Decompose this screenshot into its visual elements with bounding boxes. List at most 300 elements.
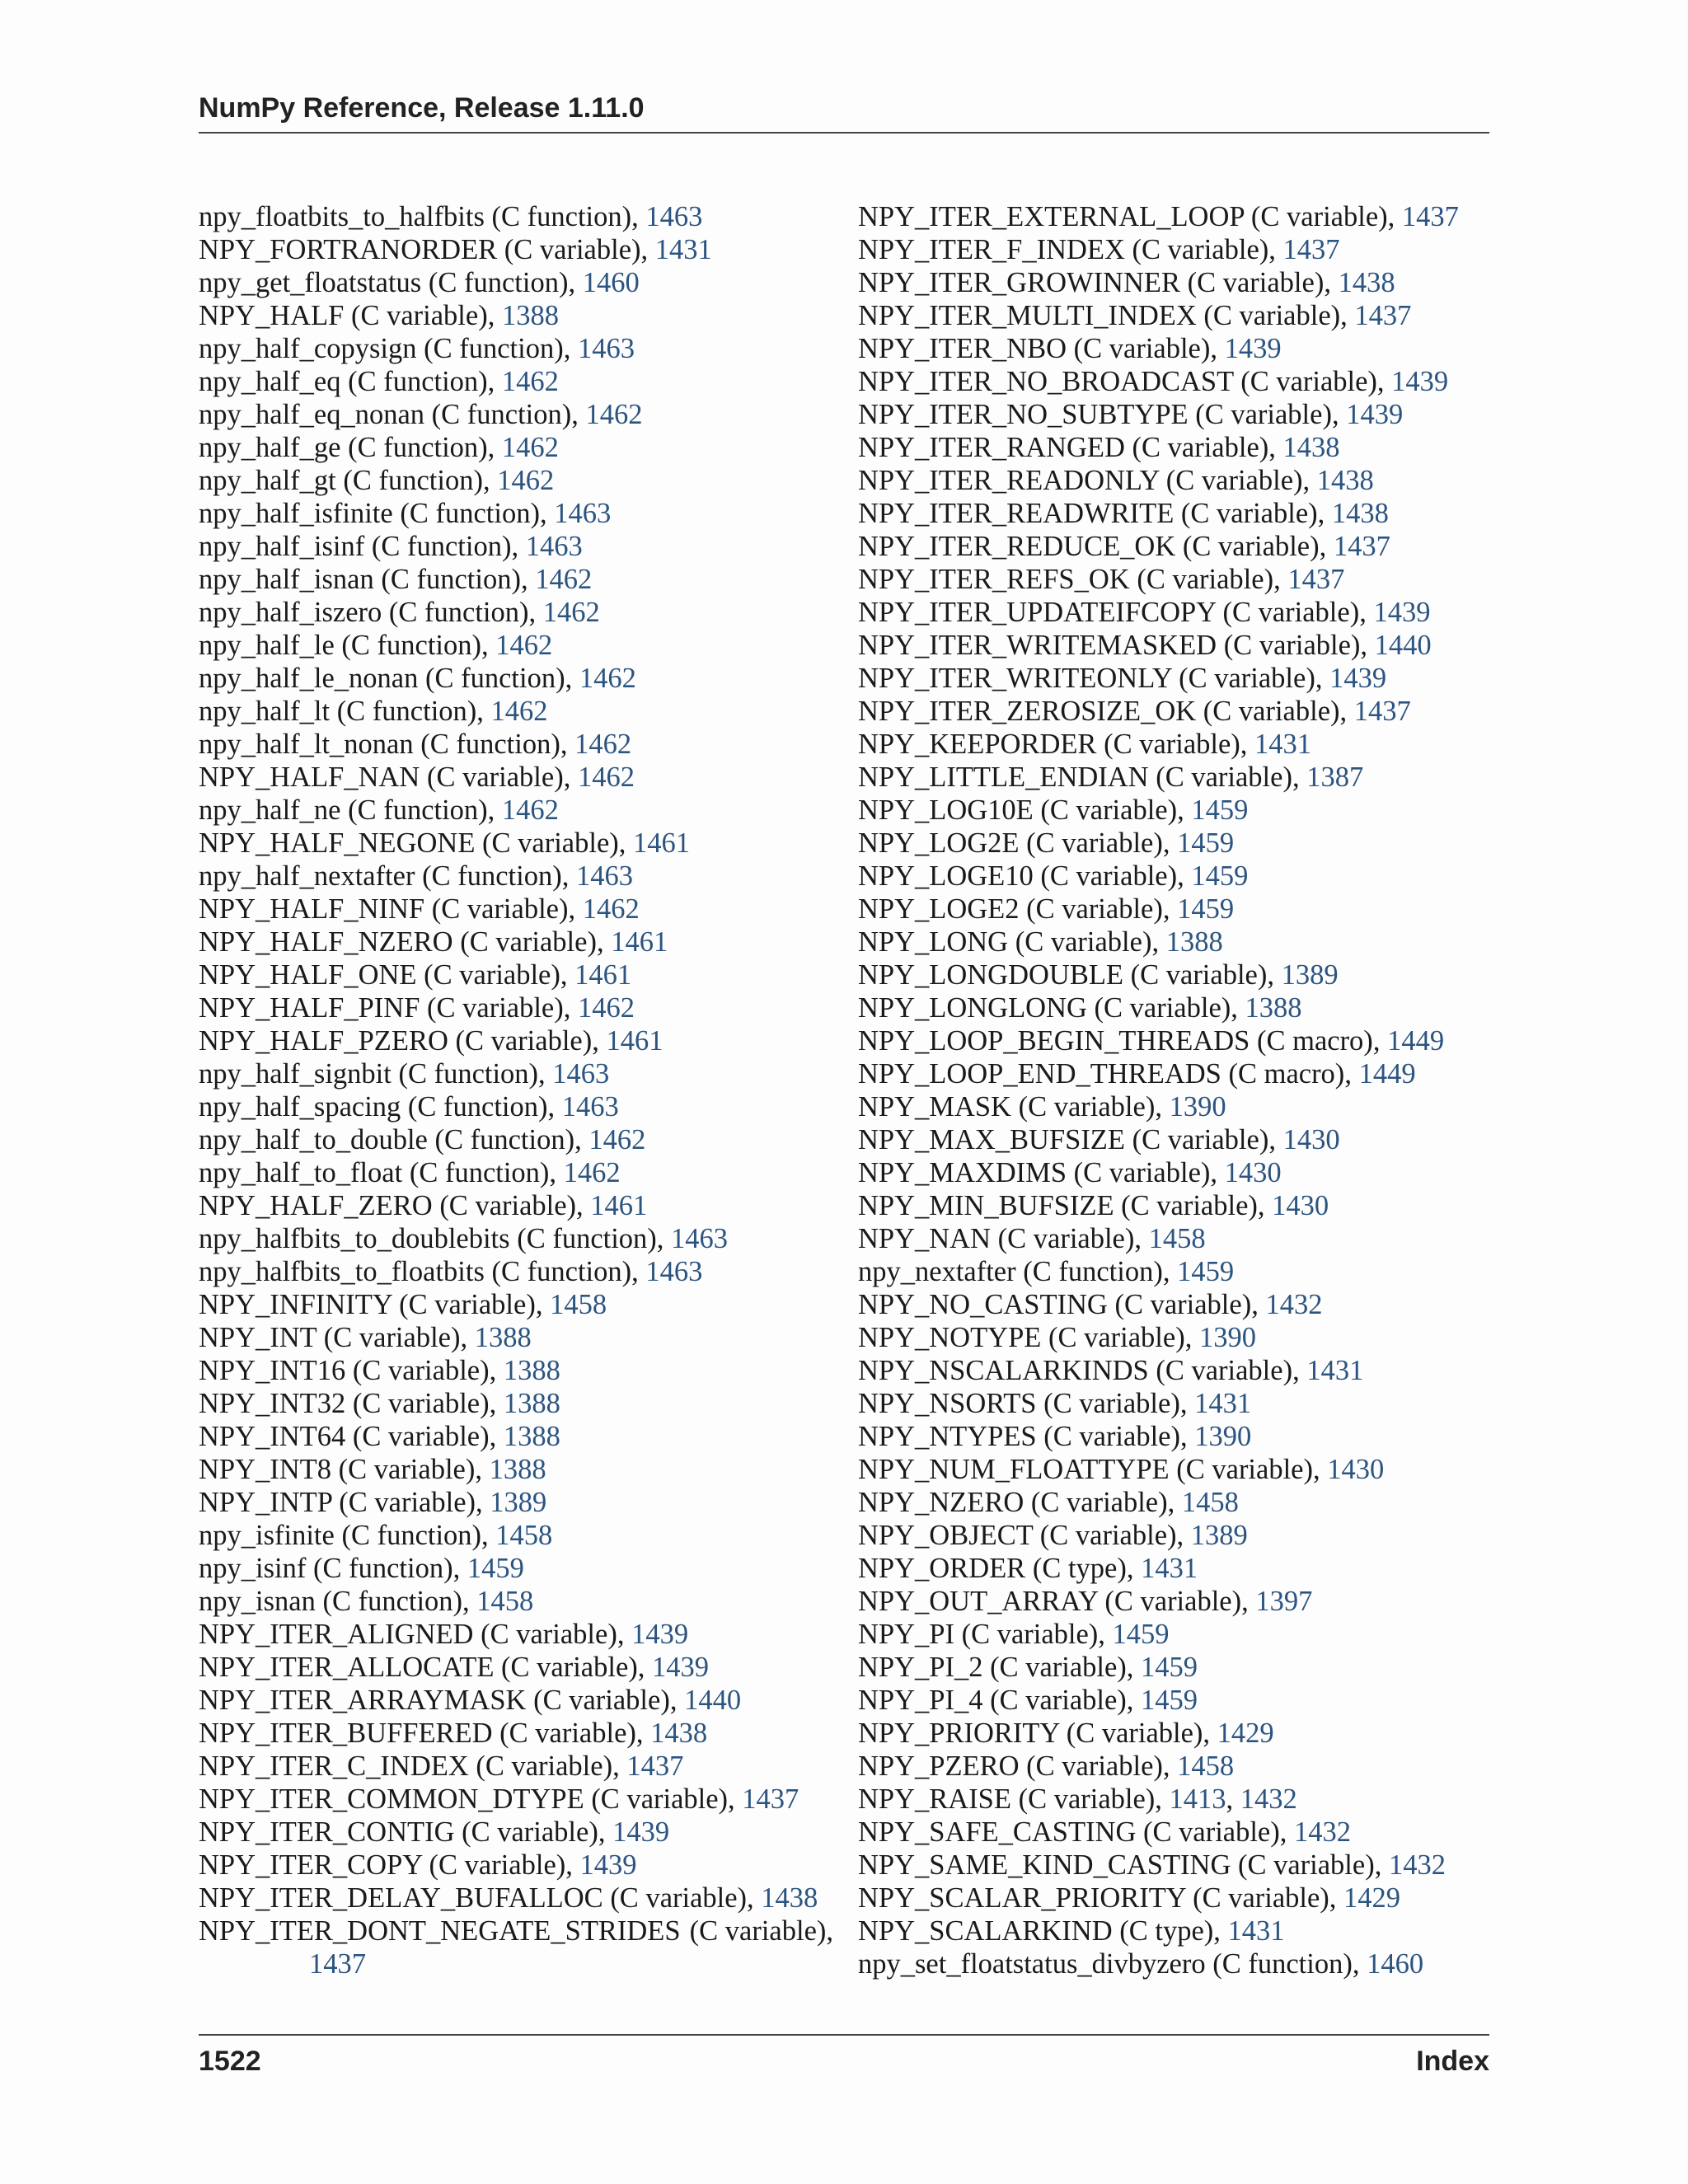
index-kind: (C variable) [1156, 762, 1292, 793]
index-entry: npy_half_isfinite (C function), 1463 [199, 498, 612, 529]
index-kind: (C variable) [476, 1750, 613, 1782]
page-link[interactable]: 1431 [1227, 1915, 1285, 1947]
page-link[interactable]: 1459 [1112, 1619, 1170, 1650]
page-link[interactable]: 1437 [1287, 564, 1345, 595]
page-link[interactable]: 1437 [742, 1783, 799, 1815]
index-entry: NPY_HALF_NAN (C variable), 1462 [199, 762, 635, 793]
page-link[interactable]: 1460 [582, 267, 640, 298]
index-entry: NPY_ITER_REDUCE_OK (C variable), 1437 [858, 531, 1390, 562]
page-link[interactable]: 1388 [489, 1454, 546, 1485]
index-entry: NPY_ITER_ARRAYMASK (C variable), 1440 [199, 1685, 742, 1716]
page-link[interactable]: 1387 [1306, 762, 1364, 793]
page-link[interactable]: 1449 [1387, 1025, 1445, 1057]
page-link[interactable]: 1460 [1367, 1948, 1424, 1980]
index-kind: (C variable) [1165, 465, 1303, 496]
index-entry: NPY_ITER_REFS_OK (C variable), 1437 [858, 564, 1345, 595]
index-entry: NPY_ITER_GROWINNER (C variable), 1438 [858, 267, 1395, 298]
index-kind: (C variable) [1156, 1355, 1293, 1386]
index-kind: (C variable) [1043, 1388, 1180, 1419]
index-entry: npy_half_eq_nonan (C function), 1462 [199, 399, 643, 430]
index-term: NPY_RAISE [858, 1783, 1011, 1815]
index-kind: (C variable) [1250, 201, 1388, 232]
index-term: NPY_ITER_REDUCE_OK [858, 531, 1176, 562]
index-kind: (C variable) [1048, 1322, 1185, 1353]
index-entry: NPY_INT16 (C variable), 1388 [199, 1355, 560, 1386]
index-kind: (C variable) [439, 1190, 577, 1221]
index-kind: (C variable) [431, 893, 569, 925]
index-kind: (C variable) [1073, 1157, 1211, 1188]
page-link[interactable]: 1430 [1327, 1454, 1385, 1485]
index-term: NPY_ITER_NBO [858, 333, 1067, 364]
index-entry: NPY_ITER_WRITEMASKED (C variable), 1440 [858, 630, 1432, 661]
document-title: NumPy Reference, Release 1.11.0 [199, 92, 645, 124]
index-entry: NPY_ITER_EXTERNAL_LOOP (C variable), 1437 [858, 201, 1459, 232]
page-link[interactable]: 1458 [1148, 1223, 1206, 1254]
index-term: NPY_INT [199, 1322, 317, 1353]
index-entry: NPY_PZERO (C variable), 1458 [858, 1750, 1235, 1782]
page-link[interactable]: 1463 [671, 1223, 729, 1254]
index-kind: (C function) [336, 696, 477, 727]
index-kind: (C variable) [1130, 959, 1268, 991]
index-kind: (C function) [371, 531, 512, 562]
page-link[interactable]: 1388 [503, 1388, 560, 1419]
index-entry: NPY_INT64 (C variable), 1388 [199, 1421, 560, 1452]
index-kind: (C variable) [1026, 827, 1163, 859]
page-link[interactable]: 1430 [1272, 1190, 1329, 1221]
index-kind: (C variable) [1237, 1849, 1375, 1881]
page-link[interactable]: 1437 [1282, 234, 1340, 265]
index-term: NPY_LOG2E [858, 827, 1020, 859]
page-link[interactable]: 1440 [1374, 630, 1432, 661]
page-link[interactable]: 1439 [1391, 366, 1449, 397]
page-link[interactable]: 1458 [1181, 1487, 1239, 1518]
index-term: NPY_PI_2 [858, 1652, 983, 1683]
page-link[interactable]: 1388 [474, 1322, 532, 1353]
page-link[interactable]: 1462 [574, 729, 632, 760]
index-term: npy_half_ge [199, 432, 341, 463]
index-term: npy_half_le [199, 630, 335, 661]
index-entry: NPY_ITER_COPY (C variable), 1439 [199, 1849, 637, 1881]
index-entry: NPY_LOOP_BEGIN_THREADS (C macro), 1449 [858, 1025, 1445, 1057]
page-link[interactable]: 1431 [1141, 1553, 1198, 1584]
index-term: NPY_INFINITY [199, 1289, 392, 1320]
index-kind: (C variable) [1121, 1190, 1258, 1221]
index-kind: (C variable) [1203, 696, 1340, 727]
index-term: NPY_LOOP_END_THREADS [858, 1058, 1221, 1090]
index-entry: NPY_HALF_NINF (C variable), 1462 [199, 893, 640, 925]
index-kind: (C variable) [339, 1487, 476, 1518]
page-link[interactable]: 1439 [1373, 597, 1431, 628]
page-link[interactable]: 1458 [495, 1520, 553, 1551]
index-entry: npy_half_signbit (C function), 1463 [199, 1058, 610, 1090]
index-kind: (C variable) [1132, 1124, 1269, 1155]
index-term: npy_half_ne [199, 794, 341, 826]
index-term: NPY_HALF [199, 300, 345, 331]
index-term: NPY_INT64 [199, 1421, 346, 1452]
page-link[interactable]: 1439 [579, 1849, 637, 1881]
page-link[interactable]: 1388 [1165, 926, 1223, 958]
page-link[interactable]: 1463 [561, 1091, 619, 1122]
page-link[interactable]: 1389 [1281, 959, 1339, 991]
index-term: NPY_NZERO [858, 1487, 1025, 1518]
page-link[interactable]: 1438 [1282, 432, 1340, 463]
page-link[interactable]: 1462 [535, 564, 593, 595]
index-term: NPY_ITER_COPY [199, 1849, 422, 1881]
page-link[interactable]: 1430 [1224, 1157, 1282, 1188]
index-kind: (C variable) [997, 1223, 1135, 1254]
page-link[interactable]: 1459 [1141, 1652, 1198, 1683]
index-term: NPY_ITER_READONLY [858, 465, 1160, 496]
page-link[interactable]: 1458 [476, 1586, 534, 1617]
index-term: npy_half_to_double [199, 1124, 428, 1155]
index-kind: (C function) [424, 333, 564, 364]
index-entry: npy_isinf (C function), 1459 [199, 1553, 524, 1584]
page-link[interactable]: 1431 [654, 234, 712, 265]
index-entry: NPY_LOOP_END_THREADS (C macro), 1449 [858, 1058, 1416, 1090]
page-link[interactable]: 1462 [501, 366, 559, 397]
index-kind: (C variable) [1137, 564, 1274, 595]
page-link[interactable]: 1458 [1177, 1750, 1235, 1782]
page-link[interactable]: 1432 [1293, 1816, 1351, 1848]
index-term: npy_half_eq_nonan [199, 399, 425, 430]
index-kind: (C variable) [1195, 399, 1332, 430]
index-entry: NPY_INT (C variable), 1388 [199, 1322, 532, 1353]
index-term: NPY_LOG10E [858, 794, 1034, 826]
page-link[interactable]: 1440 [684, 1685, 742, 1716]
page-link[interactable]: 1390 [1194, 1421, 1252, 1452]
index-entry: NPY_LONG (C variable), 1388 [858, 926, 1223, 958]
page-link[interactable]: 1462 [495, 630, 553, 661]
page-link[interactable]: 1461 [633, 827, 691, 859]
page-link[interactable]: 1458 [550, 1289, 607, 1320]
index-term: NPY_ITER_ALIGNED [199, 1619, 474, 1650]
page-link[interactable]: 1438 [1331, 498, 1389, 529]
page-link[interactable]: 1389 [1190, 1520, 1248, 1551]
page-link[interactable]: 1388 [503, 1355, 560, 1386]
index-kind: (C variable) [352, 1421, 490, 1452]
index-entry: NPY_PRIORITY (C variable), 1429 [858, 1718, 1274, 1749]
index-kind: (C function) [1212, 1948, 1353, 1980]
page-link[interactable]: 1462 [579, 663, 636, 694]
page-link[interactable]: 1439 [652, 1652, 709, 1683]
index-term: npy_halfbits_to_doublebits [199, 1223, 510, 1254]
index-kind: (C variable) [1180, 498, 1318, 529]
page-link[interactable]: 1459 [1141, 1685, 1198, 1716]
index-term: NPY_FORTRANORDER [199, 234, 498, 265]
index-kind: (C function) [398, 1058, 539, 1090]
index-kind: (C variable) [1094, 992, 1231, 1024]
page-link[interactable]: 1462 [497, 465, 555, 496]
index-term: NPY_NOTYPE [858, 1322, 1042, 1353]
index-entry: npy_half_lt_nonan (C function), 1462 [199, 729, 632, 760]
index-term: npy_half_iszero [199, 597, 382, 628]
index-entry: NPY_MASK (C variable), 1390 [858, 1091, 1226, 1122]
index-term: npy_halfbits_to_floatbits [199, 1256, 485, 1287]
index-entry: npy_half_to_double (C function), 1462 [199, 1124, 646, 1155]
page-link[interactable]: 1429 [1343, 1882, 1401, 1914]
index-kind: (C variable) [350, 300, 488, 331]
index-entry: NPY_ITER_ZEROSIZE_OK (C variable), 1437 [858, 696, 1411, 727]
page-link[interactable]: 1459 [1177, 893, 1235, 925]
index-kind: (C variable) [990, 1685, 1127, 1716]
index-entry: NPY_NSCALARKINDS (C variable), 1431 [858, 1355, 1364, 1386]
page-link[interactable]: 1388 [501, 300, 559, 331]
page-link[interactable]: 1430 [1282, 1124, 1340, 1155]
index-entry: NPY_NTYPES (C variable), 1390 [858, 1421, 1252, 1452]
page-link[interactable]: 1462 [563, 1157, 621, 1188]
index-entry: NPY_ITER_C_INDEX (C variable), 1437 [199, 1750, 684, 1782]
page-link[interactable]: 1431 [1194, 1388, 1252, 1419]
page-link[interactable]: 1438 [650, 1718, 708, 1749]
index-entry: NPY_ITER_BUFFERED (C variable), 1438 [199, 1718, 708, 1749]
index-kind: (C variable) [689, 1915, 827, 1947]
index-kind: (C function) [409, 1157, 550, 1188]
index-term: NPY_HALF_ZERO [199, 1190, 433, 1221]
index-entry: NPY_INTP (C variable), 1389 [199, 1487, 547, 1518]
index-entry: NPY_OBJECT (C variable), 1389 [858, 1520, 1248, 1551]
page-link[interactable]: 1437 [1333, 531, 1390, 562]
page-link[interactable]: 1437 [1401, 201, 1459, 232]
page-link[interactable]: 1432 [1265, 1289, 1323, 1320]
page-link[interactable]: 1439 [1224, 333, 1282, 364]
page-link[interactable]: 1463 [577, 333, 635, 364]
index-kind: (C function) [348, 432, 488, 463]
index-entry: NPY_MAXDIMS (C variable), 1430 [858, 1157, 1282, 1188]
index-kind: (C variable) [429, 1849, 566, 1881]
index-entry: NPY_LOG2E (C variable), 1459 [858, 827, 1235, 859]
index-entry: NPY_PI (C variable), 1459 [858, 1619, 1170, 1650]
index-kind: (C variable) [460, 926, 597, 958]
index-kind: (C variable) [1143, 1816, 1280, 1848]
index-kind: (C variable) [399, 1289, 536, 1320]
page-link[interactable]: 1462 [577, 992, 635, 1024]
index-term: NPY_NUM_FLOATTYPE [858, 1454, 1170, 1485]
index-term: NPY_ITER_BUFFERED [199, 1718, 493, 1749]
index-entry: npy_half_copysign (C function), 1463 [199, 333, 635, 364]
index-term: npy_isinf [199, 1553, 307, 1584]
index-term: NPY_HALF_PZERO [199, 1025, 448, 1057]
index-entry: NPY_ITER_READWRITE (C variable), 1438 [858, 498, 1389, 529]
page-link[interactable]: 1413 [1169, 1783, 1226, 1815]
index-term: NPY_PZERO [858, 1750, 1020, 1782]
index-kind: (C variable) [462, 1816, 598, 1848]
page-footer [199, 2034, 1489, 2085]
index-entry: NPY_NUM_FLOATTYPE (C variable), 1430 [858, 1454, 1385, 1485]
index-kind: (C function) [341, 1520, 482, 1551]
index-term: npy_half_to_float [199, 1157, 403, 1188]
index-term: NPY_OBJECT [858, 1520, 1034, 1551]
index-term: npy_half_signbit [199, 1058, 392, 1090]
index-kind: (C variable) [427, 992, 564, 1024]
page-link[interactable]: 1459 [1177, 1256, 1235, 1287]
index-entry: NPY_MAX_BUFSIZE (C variable), 1430 [858, 1124, 1340, 1155]
index-kind: (C function) [1023, 1256, 1163, 1287]
index-kind: (C variable) [591, 1783, 729, 1815]
page-link[interactable]: 1431 [1306, 1355, 1364, 1386]
page-link[interactable]: 1390 [1198, 1322, 1256, 1353]
index-entry: NPY_LONGDOUBLE (C variable), 1389 [858, 959, 1339, 991]
page-link[interactable]: 1459 [467, 1553, 524, 1584]
page-link[interactable]: 1463 [645, 1256, 703, 1287]
index-kind: (C function) [381, 564, 521, 595]
page-link[interactable]: 1438 [761, 1882, 818, 1914]
index-entry: NPY_KEEPORDER (C variable), 1431 [858, 729, 1312, 760]
page-link[interactable]: 1429 [1217, 1718, 1274, 1749]
page-link[interactable]: 1397 [1255, 1586, 1313, 1617]
index-kind: (C variable) [1193, 1882, 1329, 1914]
index-entry: npy_half_isnan (C function), 1462 [199, 564, 593, 595]
page-link[interactable]: 1449 [1358, 1058, 1416, 1090]
index-term: NPY_SCALAR_PRIORITY [858, 1882, 1186, 1914]
index-kind: (C function) [341, 630, 482, 661]
index-entry: NPY_SAFE_CASTING (C variable), 1432 [858, 1816, 1351, 1848]
index-term: npy_half_le_nonan [199, 663, 419, 694]
page-link[interactable]: 1439 [631, 1619, 689, 1650]
index-entry: npy_half_le (C function), 1462 [199, 630, 553, 661]
page-header [199, 92, 1489, 134]
index-term: npy_set_floatstatus_divbyzero [858, 1948, 1206, 1980]
page-link[interactable]: 1461 [590, 1190, 648, 1221]
page-link[interactable]: 1437 [626, 1750, 684, 1782]
index-kind: (C variable) [1040, 860, 1178, 892]
index-term: NPY_NTYPES [858, 1421, 1037, 1452]
page-link[interactable]: 1438 [1316, 465, 1374, 496]
page-link[interactable]: 1462 [542, 597, 600, 628]
page-link[interactable]: 1431 [1254, 729, 1312, 760]
index-kind: (C variable) [504, 234, 641, 265]
page-link[interactable]: 1390 [1169, 1091, 1226, 1122]
index-kind: (C variable) [1132, 234, 1269, 265]
index-kind: (C function) [424, 663, 565, 694]
page-link[interactable]: 1459 [1191, 860, 1249, 892]
page-link[interactable]: 1439 [1346, 399, 1404, 430]
index-entry: npy_half_isinf (C function), 1463 [199, 531, 583, 562]
page-link[interactable]: 1439 [612, 1816, 670, 1848]
index-term: NPY_LONGLONG [858, 992, 1087, 1024]
page-link[interactable]: 1462 [577, 762, 635, 793]
page-link[interactable]: 1463 [525, 531, 583, 562]
index-term: NPY_SCALARKIND [858, 1915, 1113, 1947]
index-kind: (C variable) [338, 1454, 476, 1485]
index-term: NPY_NSORTS [858, 1388, 1037, 1419]
page-link[interactable]: 1463 [552, 1058, 610, 1090]
page-link[interactable]: 1459 [1191, 794, 1249, 826]
index-entry: NPY_NO_CASTING (C variable), 1432 [858, 1289, 1323, 1320]
page-link[interactable]: 1438 [1338, 267, 1395, 298]
index-term: NPY_ITER_DONT_NEGATE_STRIDES [199, 1915, 681, 1947]
page-link[interactable]: 1459 [1177, 827, 1235, 859]
index-term: NPY_ITER_WRITEONLY [858, 663, 1172, 694]
page-link[interactable]: 1462 [501, 794, 559, 826]
page-link[interactable]: 1461 [611, 926, 668, 958]
index-term: NPY_PI [858, 1619, 954, 1650]
index-entry: NPY_ITER_WRITEONLY (C variable), 1439 [858, 663, 1387, 694]
index-entry: NPY_ITER_CONTIG (C variable), 1439 [199, 1816, 670, 1848]
page-link[interactable]: 1437 [1353, 696, 1411, 727]
index-kind: (C function) [434, 1124, 575, 1155]
page-link[interactable]: 1462 [585, 399, 643, 430]
page-link[interactable]: 1388 [1245, 992, 1302, 1024]
page-link[interactable]: 1389 [490, 1487, 547, 1518]
page-link[interactable]: 1432 [1388, 1849, 1446, 1881]
page-link[interactable]: 1432 [1240, 1783, 1297, 1815]
index-kind: (C variable) [1039, 1520, 1177, 1551]
index-term: npy_isfinite [199, 1520, 335, 1551]
page-link[interactable]: 1462 [501, 432, 559, 463]
index-entry: NPY_OUT_ARRAY (C variable), 1397 [858, 1586, 1313, 1617]
index-term: NPY_SAFE_CASTING [858, 1816, 1137, 1848]
page-link[interactable]: 1463 [554, 498, 612, 529]
page-link[interactable]: 1463 [575, 860, 633, 892]
index-term: npy_half_isnan [199, 564, 374, 595]
index-term: NPY_INT16 [199, 1355, 346, 1386]
page-link[interactable]: 1461 [606, 1025, 663, 1057]
index-entry: NPY_ITER_NBO (C variable), 1439 [858, 333, 1282, 364]
index-entry: npy_isnan (C function), 1458 [199, 1586, 534, 1617]
page-link[interactable]: 1462 [588, 1124, 646, 1155]
index-term: NPY_ITER_MULTI_INDEX [858, 300, 1197, 331]
index-kind: (C variable) [1018, 1783, 1156, 1815]
index-entry: NPY_NOTYPE (C variable), 1390 [858, 1322, 1256, 1353]
index-entry: NPY_ITER_COMMON_DTYPE (C variable), 1437 [199, 1783, 799, 1815]
index-entry: npy_half_to_float (C function), 1462 [199, 1157, 621, 1188]
index-term: NPY_HALF_ONE [199, 959, 417, 991]
index-kind: (C variable) [1040, 794, 1178, 826]
index-kind: (C variable) [1132, 432, 1269, 463]
index-term: NPY_MASK [858, 1091, 1011, 1122]
index-kind: (C variable) [961, 1619, 1099, 1650]
page-link[interactable]: 1437 [309, 1948, 366, 1980]
index-kind: (C variable) [1187, 267, 1325, 298]
index-entry: NPY_SCALAR_PRIORITY (C variable), 1429 [858, 1882, 1401, 1914]
index-term: NPY_NSCALARKINDS [858, 1355, 1149, 1386]
index-term: npy_half_lt_nonan [199, 729, 414, 760]
index-term: npy_half_copysign [199, 333, 417, 364]
index-term: NPY_ITER_COMMON_DTYPE [199, 1783, 584, 1815]
page-link[interactable]: 1439 [1329, 663, 1387, 694]
page-link[interactable]: 1437 [1354, 300, 1412, 331]
index-entry: NPY_HALF_PINF (C variable), 1462 [199, 992, 635, 1024]
index-entry: NPY_ITER_MULTI_INDEX (C variable), 1437 [858, 300, 1412, 331]
index-term: NPY_ITER_CONTIG [199, 1816, 455, 1848]
index-term: NPY_ITER_REFS_OK [858, 564, 1130, 595]
page-link[interactable]: 1461 [574, 959, 632, 991]
index-kind: (C variable) [1015, 926, 1152, 958]
index-entry: NPY_LOGE10 (C variable), 1459 [858, 860, 1249, 892]
index-kind: (C function) [348, 794, 488, 826]
page-link[interactable]: 1388 [503, 1421, 560, 1452]
index-entry: npy_half_iszero (C function), 1462 [199, 597, 600, 628]
index-entry: NPY_NZERO (C variable), 1458 [858, 1487, 1239, 1518]
page-link[interactable]: 1462 [582, 893, 640, 925]
index-term: NPY_PRIORITY [858, 1718, 1060, 1749]
index-entry: npy_halfbits_to_floatbits (C function), 1463 [199, 1256, 703, 1287]
index-kind: (C type) [1119, 1915, 1214, 1947]
index-entry: NPY_LONGLONG (C variable), 1388 [858, 992, 1302, 1024]
index-entry: npy_halfbits_to_doublebits (C function), 1463 [199, 1223, 729, 1254]
index-term: NPY_ITER_F_INDEX [858, 234, 1125, 265]
index-kind: (C function) [343, 465, 483, 496]
index-kind: (C variable) [533, 1685, 670, 1716]
index-term: NPY_ITER_ZEROSIZE_OK [858, 696, 1197, 727]
index-term: NPY_ITER_ALLOCATE [199, 1652, 495, 1683]
index-kind: (C variable) [1026, 1750, 1163, 1782]
page-link[interactable]: 1462 [490, 696, 548, 727]
index-term: NPY_INTP [199, 1487, 332, 1518]
index-term: NPY_HALF_NEGONE [199, 827, 476, 859]
page-link[interactable]: 1463 [645, 201, 703, 232]
index-kind: (C variable) [481, 1619, 617, 1650]
